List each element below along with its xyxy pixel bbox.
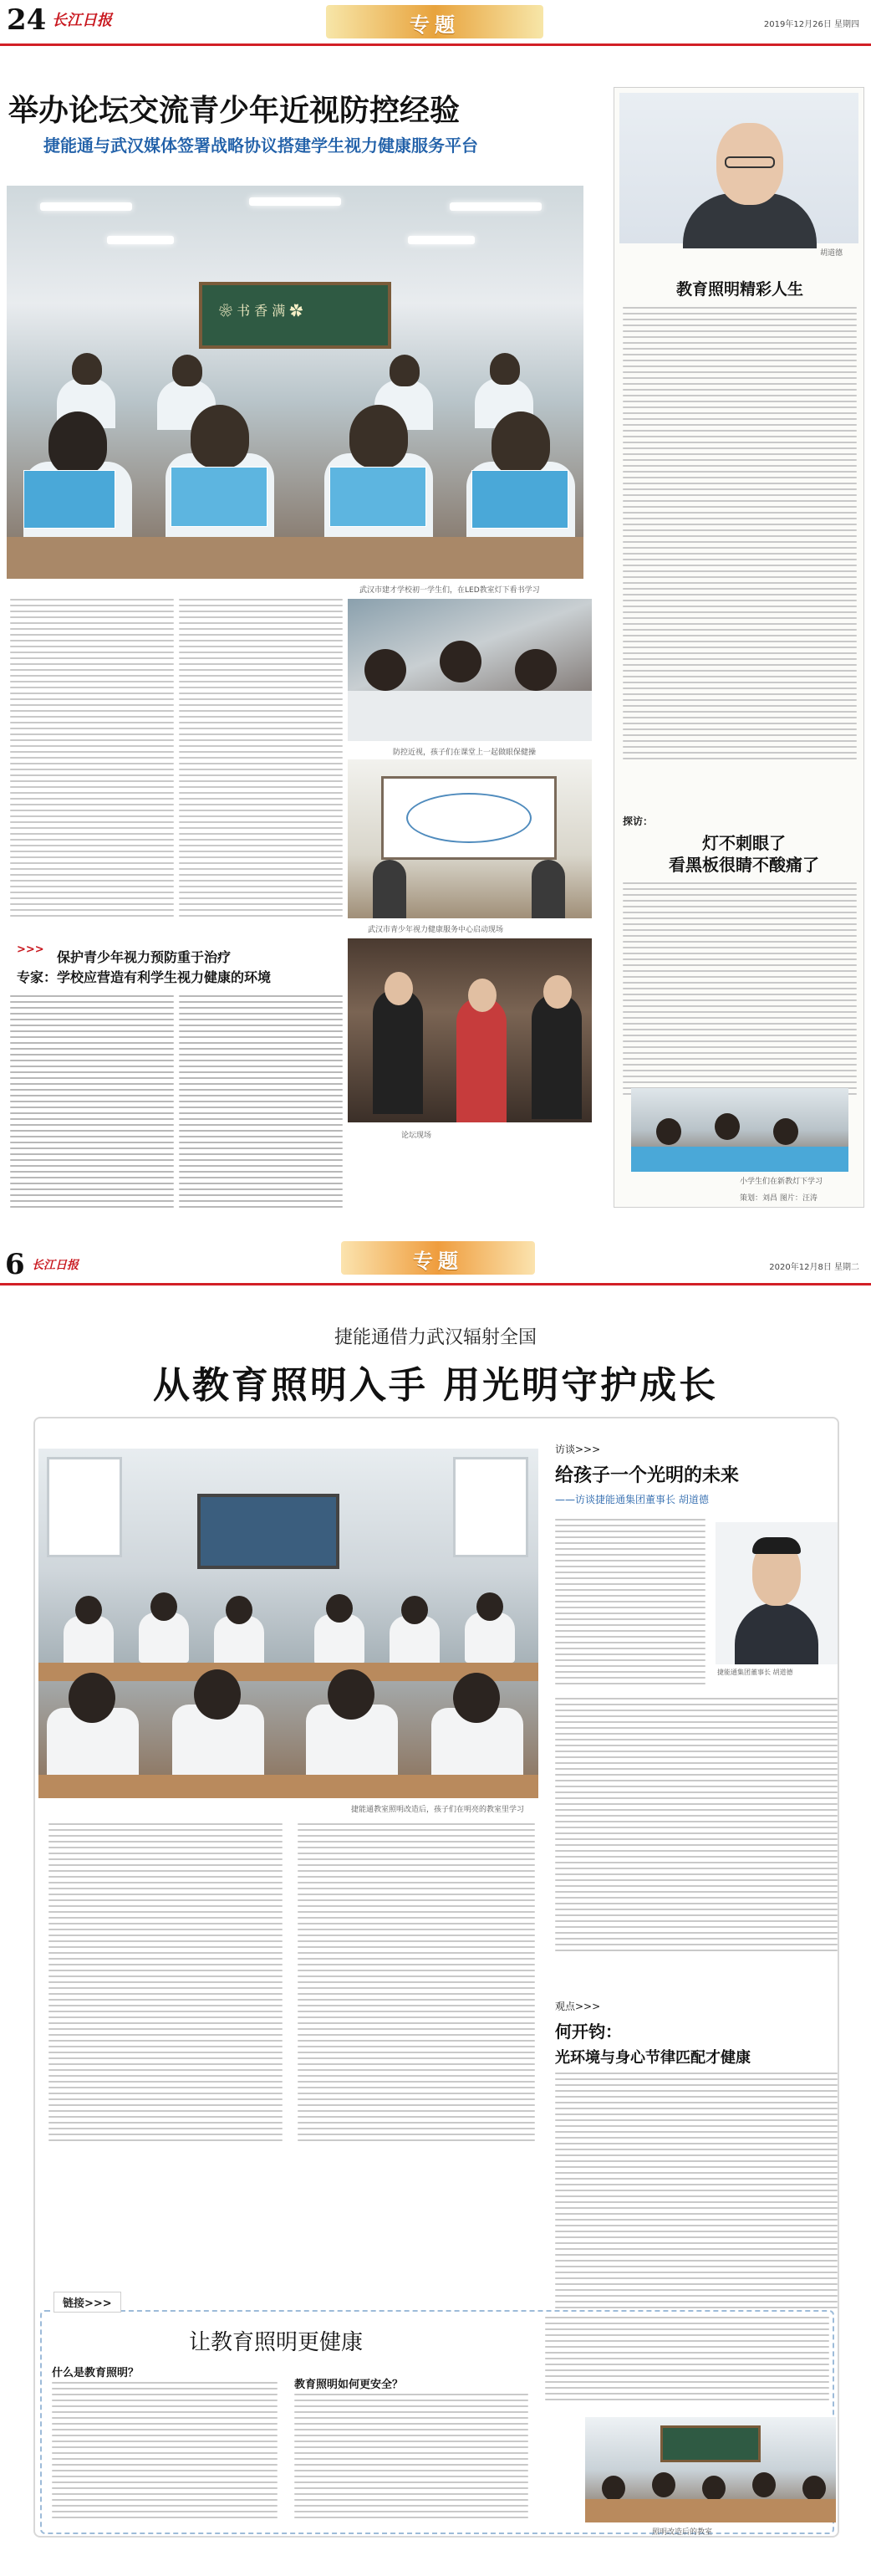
viewpoint-block xyxy=(555,1999,751,2067)
section-head-line1: 保护青少年视力预防重于治疗 xyxy=(57,949,232,965)
main-photo-caption: 捷能通教室照明改造后，孩子们在明亮的教室里学习 xyxy=(351,1806,525,1814)
classroom-photo xyxy=(7,186,583,579)
subheadline: 捷能通与武汉媒体签署战略协议搭建学生视力健康服务平台 xyxy=(43,135,478,156)
portrait-caption: 胡道德 xyxy=(820,249,843,258)
chairman-portrait xyxy=(716,1522,838,1664)
portrait-photo xyxy=(619,93,858,243)
photo2-caption: 防控近视，孩子们在课堂上一起做眼保健操 xyxy=(393,749,537,757)
link-text-1 xyxy=(52,2382,278,2518)
main-photo-caption: 武汉市建才学校初一学生们，在LED教室灯下看书学习 xyxy=(359,586,540,595)
section-head-line2: 专家：学校应营造有利学生视力健康的环境 xyxy=(17,969,272,985)
sidebar xyxy=(614,87,864,1208)
viewpoint-heading: 何开钧： xyxy=(555,2021,622,2042)
viewpoint-text xyxy=(555,2073,838,2308)
headline: 举办论坛交流青少年近视防控经验 xyxy=(8,94,461,128)
kicker: 捷能通借力武汉辐射全国 xyxy=(334,1327,537,1348)
interview-block xyxy=(555,1442,739,1506)
link-text-3 xyxy=(545,2317,829,2400)
sidebar-question-title xyxy=(631,832,857,876)
sidebar-text-1 xyxy=(623,307,857,759)
sidebar-footer: 策划：刘昌 图片：汪涛 xyxy=(740,1194,818,1203)
article-column-1 xyxy=(10,599,174,917)
photo3-caption: 武汉市青少年视力健康服务中心启动现场 xyxy=(368,926,504,934)
question-title-line1: 灯不刺眼了 xyxy=(702,833,786,853)
interview-text-2 xyxy=(555,1698,838,1951)
masthead-logo: 长江日报 xyxy=(32,1259,79,1272)
viewpoint-tag: 观点>>> xyxy=(555,2001,601,2012)
article-column-4 xyxy=(179,995,343,1208)
article-column-3 xyxy=(10,995,174,1208)
sidebar-bottom-caption: 小学生们在新教灯下学习 xyxy=(740,1178,823,1186)
link-question-1: 什么是教育照明？ xyxy=(52,2367,140,2379)
header-rule xyxy=(0,43,871,46)
section-head xyxy=(17,943,343,985)
sidebar-bottom-photo xyxy=(631,1088,848,1172)
article-column-2 xyxy=(179,599,343,917)
section-label: 专题 xyxy=(410,13,460,37)
link-label: 链接>>> xyxy=(53,2292,121,2313)
classroom2-caption: 照明改造后的教室 xyxy=(652,2528,713,2537)
portrait-caption: 捷能通集团董事长 胡道德 xyxy=(717,1669,793,1676)
page-2 xyxy=(0,1229,871,2576)
link-text-2 xyxy=(294,2394,528,2518)
section-banner xyxy=(341,1241,535,1275)
launch-event-photo xyxy=(348,759,592,918)
sidebar-text-2 xyxy=(623,882,857,1095)
section-banner xyxy=(326,5,543,38)
masthead-logo: 长江日报 xyxy=(52,12,112,29)
issue-date: 2019年12月26日 星期四 xyxy=(763,20,859,29)
headline: 从教育照明入手 用光明守护成长 xyxy=(152,1364,719,1407)
sidebar-tag: 探访： xyxy=(623,815,654,827)
interview-subheading: ——访谈捷能通集团董事长 胡道德 xyxy=(555,1494,709,1505)
page-number: 6 xyxy=(5,1248,25,1281)
header-rule xyxy=(0,1283,871,1285)
blackboard: ❀ 书 香 满 ✿ xyxy=(199,282,391,349)
page-1-header xyxy=(0,0,871,52)
issue-date: 2020年12月8日 星期二 xyxy=(769,1263,859,1272)
photo4-caption: 论坛现场 xyxy=(401,1132,432,1140)
article-column-2 xyxy=(298,1823,535,2141)
classroom-screen xyxy=(197,1494,339,1569)
section-kicker: >>> xyxy=(17,943,44,956)
article-column-1 xyxy=(48,1823,283,2141)
classroom-photo xyxy=(38,1449,538,1798)
link-title: 让教育照明更健康 xyxy=(188,2330,363,2355)
interview-text-1 xyxy=(555,1519,705,1684)
section-label: 专题 xyxy=(413,1250,463,1273)
page-1 xyxy=(0,0,871,1229)
page-number: 24 xyxy=(7,3,47,37)
link-question-2: 教育照明如何更安全？ xyxy=(294,2379,404,2391)
sidebar-title: 教育照明精彩人生 xyxy=(675,280,803,299)
interview-tag: 访谈>>> xyxy=(555,1444,601,1455)
question-title-line2: 看黑板很睛不酸痛了 xyxy=(669,855,819,875)
classroom2-photo xyxy=(585,2417,836,2522)
interview-heading: 给孩子一个光明的未来 xyxy=(555,1465,740,1486)
viewpoint-heading-b: 光环境与身心节律匹配才健康 xyxy=(555,2049,751,2067)
forum-photo xyxy=(348,938,592,1122)
eye-exercise-photo xyxy=(348,599,592,741)
